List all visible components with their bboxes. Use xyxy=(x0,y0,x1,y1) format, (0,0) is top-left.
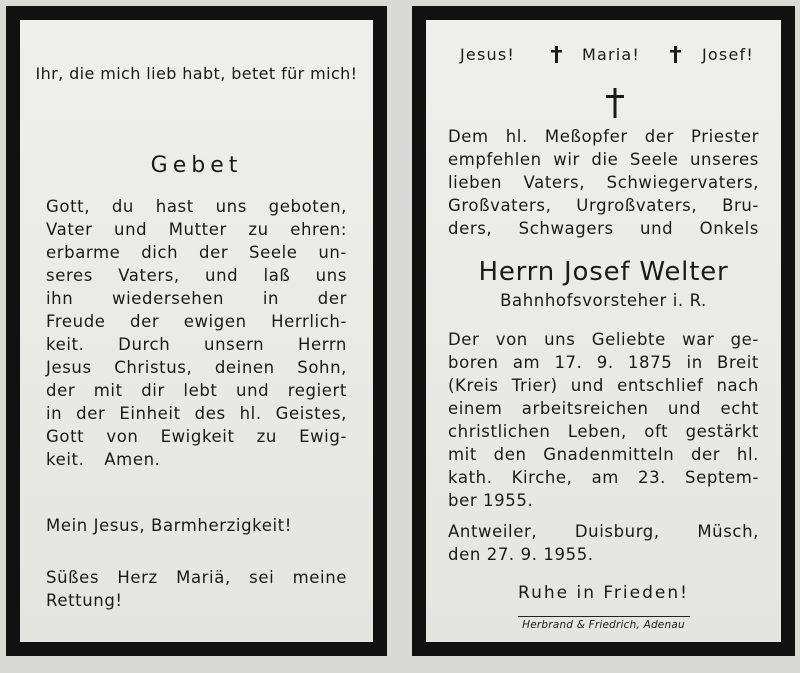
cross-icon xyxy=(606,88,624,118)
prayer-line: Jesus Christus, deinen Sohn, xyxy=(46,358,347,377)
prayer-line: Freude der ewigen Herrlich- xyxy=(46,312,347,331)
right-card xyxy=(412,6,795,656)
printer-credit: Herbrand & Friedrich, Adenau xyxy=(522,619,685,631)
bio-line: mit den Gnadenmitteln der hl. xyxy=(448,445,759,464)
invocation-maria-line: Rettung! xyxy=(46,591,123,610)
header-maria: Maria! xyxy=(582,45,641,64)
invocation-maria-line: Süßes Herz Mariä, sei meine xyxy=(46,568,347,587)
right-paper xyxy=(426,20,781,642)
prayer-line: Gott, du hast uns geboten, xyxy=(46,197,347,216)
cross-icon xyxy=(551,46,562,63)
printer-divider xyxy=(518,616,690,617)
prayer-line: ihn wiedersehen in der xyxy=(46,289,347,308)
header-josef: Josef! xyxy=(702,45,754,64)
prayer-line: der mit dir lebt und regiert xyxy=(46,381,347,400)
prayer-title: Gebet xyxy=(150,153,243,178)
place-date-line: den 27. 9. 1955. xyxy=(448,545,594,564)
left-card xyxy=(6,6,387,656)
bio-line: ber 1955. xyxy=(448,491,534,510)
left-paper xyxy=(20,20,373,642)
bio-line: einem arbeitsreichen und echt xyxy=(448,399,759,418)
bio-line: kath. Kirche, am 23. Septem- xyxy=(448,468,759,487)
prayer-line: in der Einheit des hl. Geistes, xyxy=(46,404,347,423)
bio-line: christlichen Leben, oft gestärkt xyxy=(448,422,759,441)
top-line: Ihr, die mich lieb habt, betet für mich! xyxy=(35,64,358,83)
prayer-line: erbarme dich der Seele un- xyxy=(46,243,347,262)
prayer-line: keit. Durch unsern Herrn xyxy=(46,335,347,354)
bio-line: Der von uns Geliebte war ge- xyxy=(448,330,759,349)
cross-icon xyxy=(670,46,681,63)
invocation-jesus: Mein Jesus, Barmherzigkeit! xyxy=(46,516,292,535)
prayer-line: Vater und Mutter zu ehren: xyxy=(46,220,347,239)
bio-line: boren am 17. 9. 1875 in Breit xyxy=(448,353,759,372)
header-invocation xyxy=(448,45,759,67)
deceased-name: Herrn Josef Welter xyxy=(478,257,729,287)
intro-line: ders, Schwagers und Onkels xyxy=(448,219,759,238)
prayer-line: seres Vaters, und laß uns xyxy=(46,266,347,285)
intro-line: Großvaters, Urgroßvaters, Bru- xyxy=(448,196,759,215)
header-jesus: Jesus! xyxy=(460,45,515,64)
intro-line: empfehlen wir die Seele unseres xyxy=(448,150,759,169)
deceased-title: Bahnhofsvorsteher i. R. xyxy=(500,291,707,310)
bio-line: (Kreis Trier) und entschlief nach xyxy=(448,376,759,395)
intro-line: Dem hl. Meßopfer der Priester xyxy=(448,127,759,146)
prayer-line: Gott von Ewigkeit zu Ewig- xyxy=(46,427,347,446)
closing-rip: Ruhe in Frieden! xyxy=(518,583,689,603)
intro-line: lieben Vaters, Schwiegervaters, xyxy=(448,173,759,192)
prayer-line: keit. Amen. xyxy=(46,450,161,469)
place-date-line: Antweiler, Duisburg, Müsch, xyxy=(448,522,759,541)
